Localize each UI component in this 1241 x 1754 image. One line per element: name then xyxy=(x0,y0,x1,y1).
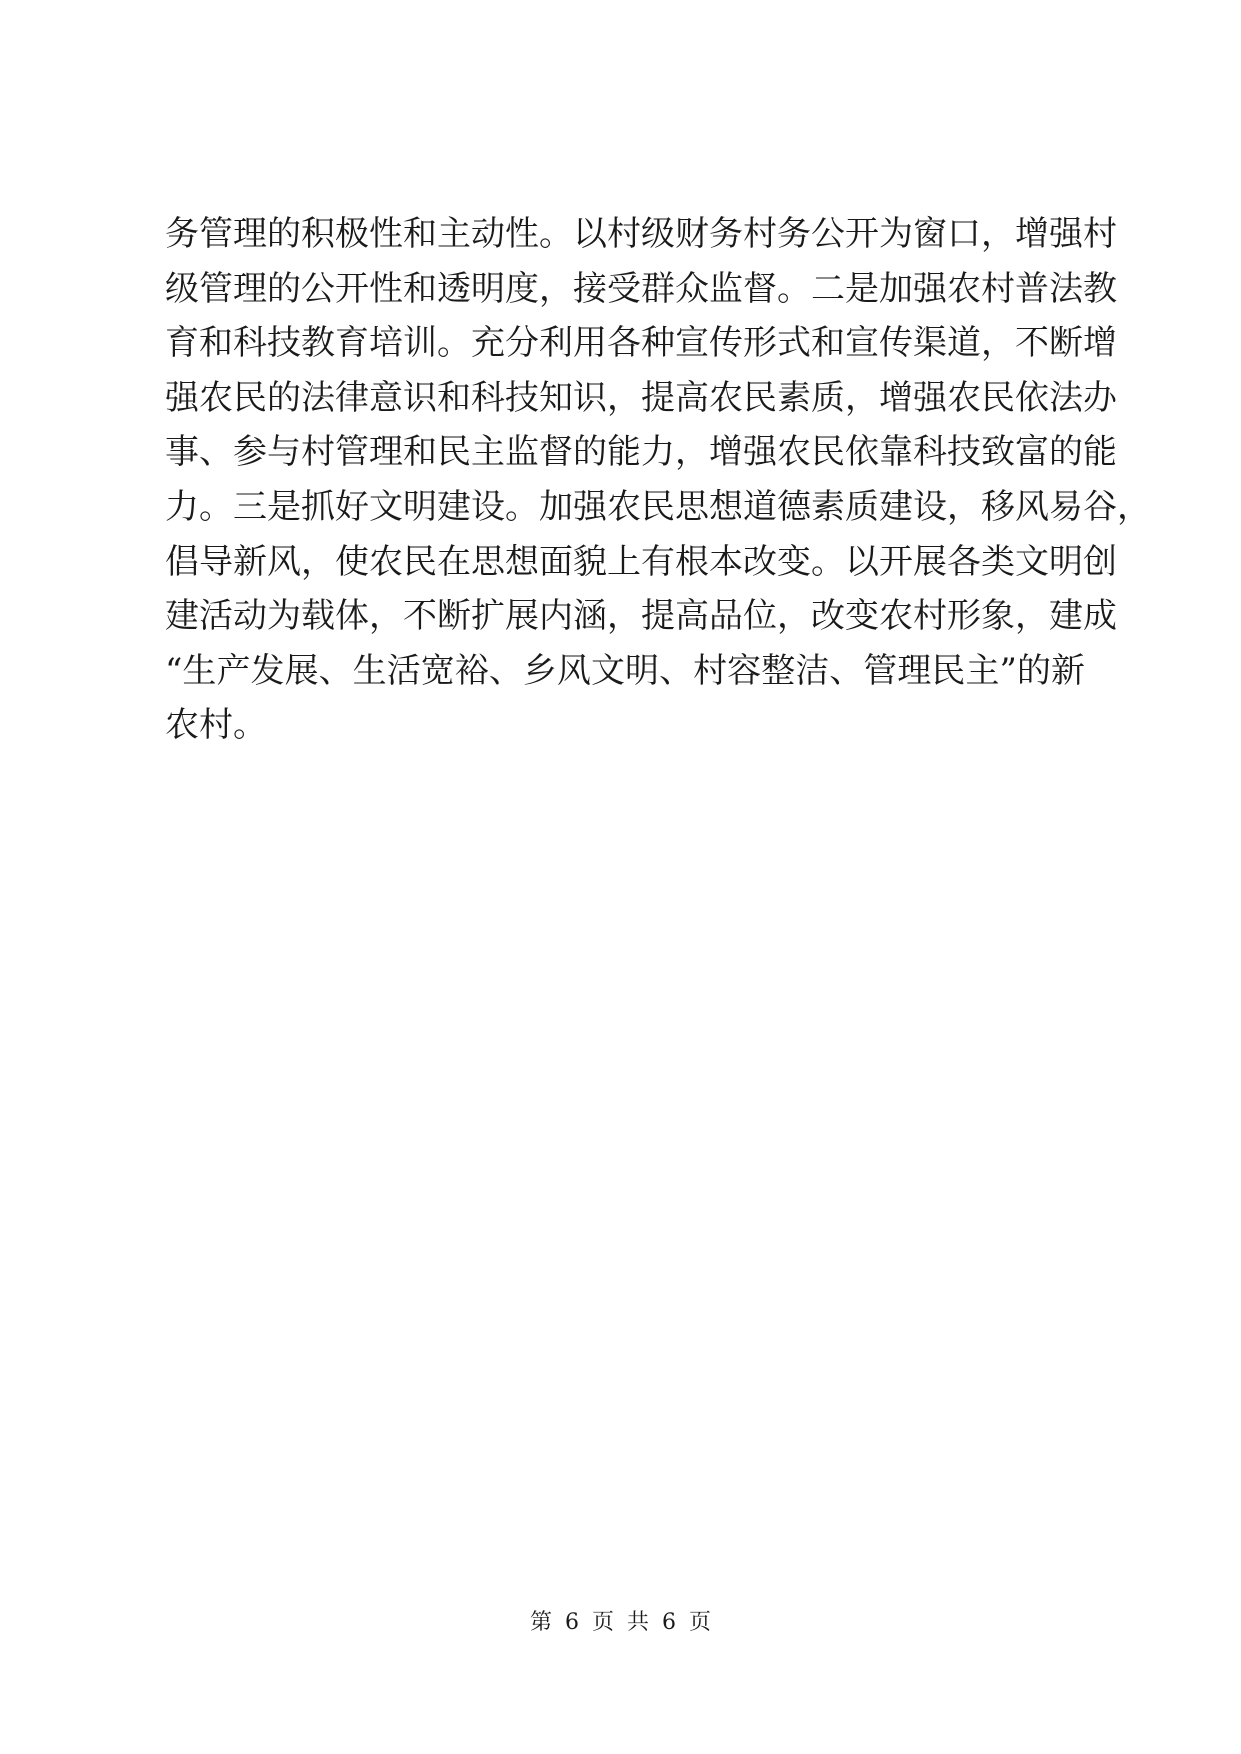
paragraph-line: 农村。 xyxy=(165,705,267,746)
paragraph-line: 倡导新风，使农民在思想面貌上有根本改变。以开展各类文明创 xyxy=(165,541,1117,582)
page-number: 第 6 页 共 6 页 xyxy=(530,1610,711,1635)
paragraph-line: 事、参与村管理和民主监督的能力，增强农民依靠科技致富的能 xyxy=(165,432,1117,473)
paragraph-line: 级管理的公开性和透明度，接受群众监督。二是加强农村普法教 xyxy=(165,268,1117,309)
body-paragraph xyxy=(165,207,1151,753)
paragraph-line: 建活动为载体，不断扩展内涵，提高品位，改变农村形象，建成 xyxy=(165,596,1117,637)
paragraph-line: “生产发展、生活宽裕、乡风文明、村容整洁、管理民主”的新 xyxy=(165,650,1085,691)
paragraph-line: 务管理的积极性和主动性。以村级财务村务公开为窗口，增强村 xyxy=(165,214,1117,254)
page-footer xyxy=(0,1608,1241,1638)
paragraph-line: 育和科技教育培训。充分利用各种宣传形式和宣传渠道，不断增 xyxy=(165,323,1117,364)
paragraph-line: 力。三是抓好文明建设。加强农民思想道德素质建设，移风易谷， xyxy=(165,486,1151,527)
paragraph-line: 强农民的法律意识和科技知识，提高农民素质，增强农民依法办 xyxy=(165,377,1117,418)
